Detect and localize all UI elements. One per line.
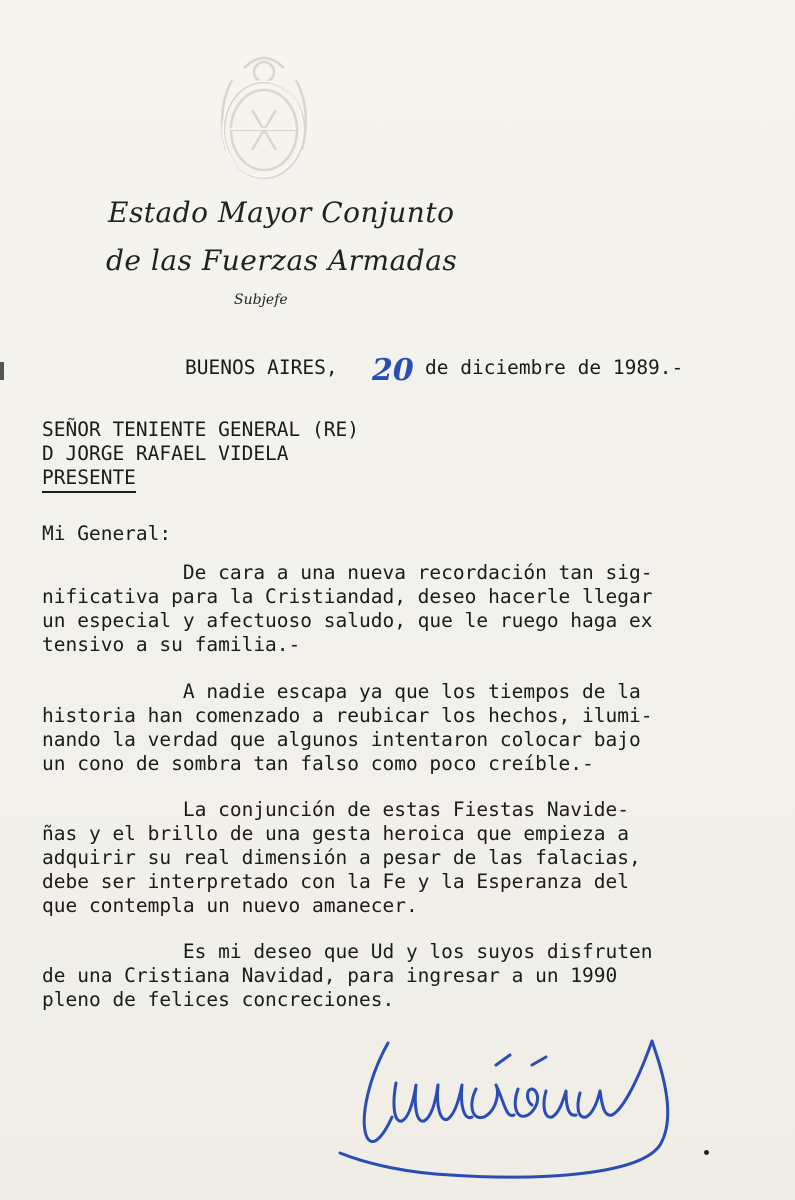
paragraph-2-line-3: nando la verdad que algunos intentaron colocar bajo: [42, 728, 641, 751]
paragraph-1-line-3: un especial y afectuoso saludo, que le ruego haga ex: [42, 609, 653, 632]
embossed-coat-of-arms: [204, 40, 324, 190]
paragraph-1-line-1: De cara a una nueva recordación tan sig-: [42, 561, 653, 584]
handwritten-day-text: 20: [372, 353, 414, 388]
paragraph-4-line-2: de una Cristiana Navidad, para ingresar a un 1990: [42, 964, 618, 987]
handwritten-day-ink: [366, 346, 426, 394]
paragraph-2-line-2: historia han comenzado a reubicar los hechos, ilumi-: [42, 704, 653, 727]
paragraph-4-line-1: Es mi deseo que Ud y los suyos disfruten: [42, 940, 653, 963]
handwritten-signature: [300, 1005, 720, 1195]
margin-mark: [0, 362, 4, 380]
paragraph-3-line-5: que contempla un nuevo amanecer.: [42, 894, 418, 917]
recipient-line-2: D JORGE RAFAEL VIDELA: [42, 442, 289, 465]
recipient-presente: PRESENTE: [42, 466, 136, 493]
ink-dot: [704, 1150, 709, 1155]
paragraph-3-line-3: adquirir su real dimensión a pesar de las falacias,: [42, 846, 641, 869]
salutation: Mi General:: [42, 522, 172, 545]
paragraph-3-line-1: La conjunción de estas Fiestas Navide-: [42, 798, 629, 821]
paragraph-4-line-3: pleno de felices concreciones.: [42, 988, 395, 1011]
paragraph-1-line-4: tensivo a su familia.-: [42, 633, 301, 656]
paragraph-3-line-4: debe ser interpretado con la Fe y la Esperanza del: [42, 870, 629, 893]
letterhead-line-3: Subjefe: [234, 292, 288, 308]
dateline-rest: de diciembre de 1989.-: [425, 356, 684, 379]
paragraph-3-line-2: ñas y el brillo de una gesta heroica que empieza a: [42, 822, 629, 845]
dateline-place: BUENOS AIRES,: [185, 356, 338, 379]
recipient-line-1: SEÑOR TENIENTE GENERAL (RE): [42, 418, 359, 441]
paragraph-2-line-1: A nadie escapa ya que los tiempos de la: [42, 680, 641, 703]
paragraph-2-line-4: un cono de sombra tan falso como poco creíble.-: [42, 752, 594, 775]
letterhead-line-1: Estado Mayor Conjunto: [108, 196, 455, 229]
handwritten-day: [366, 346, 426, 394]
paragraph-1-line-2: nificativa para la Cristiandad, deseo hacerle llegar: [42, 585, 653, 608]
recipient-line-3: [42, 466, 136, 490]
letterhead-line-2: de las Fuerzas Armadas: [106, 244, 458, 277]
